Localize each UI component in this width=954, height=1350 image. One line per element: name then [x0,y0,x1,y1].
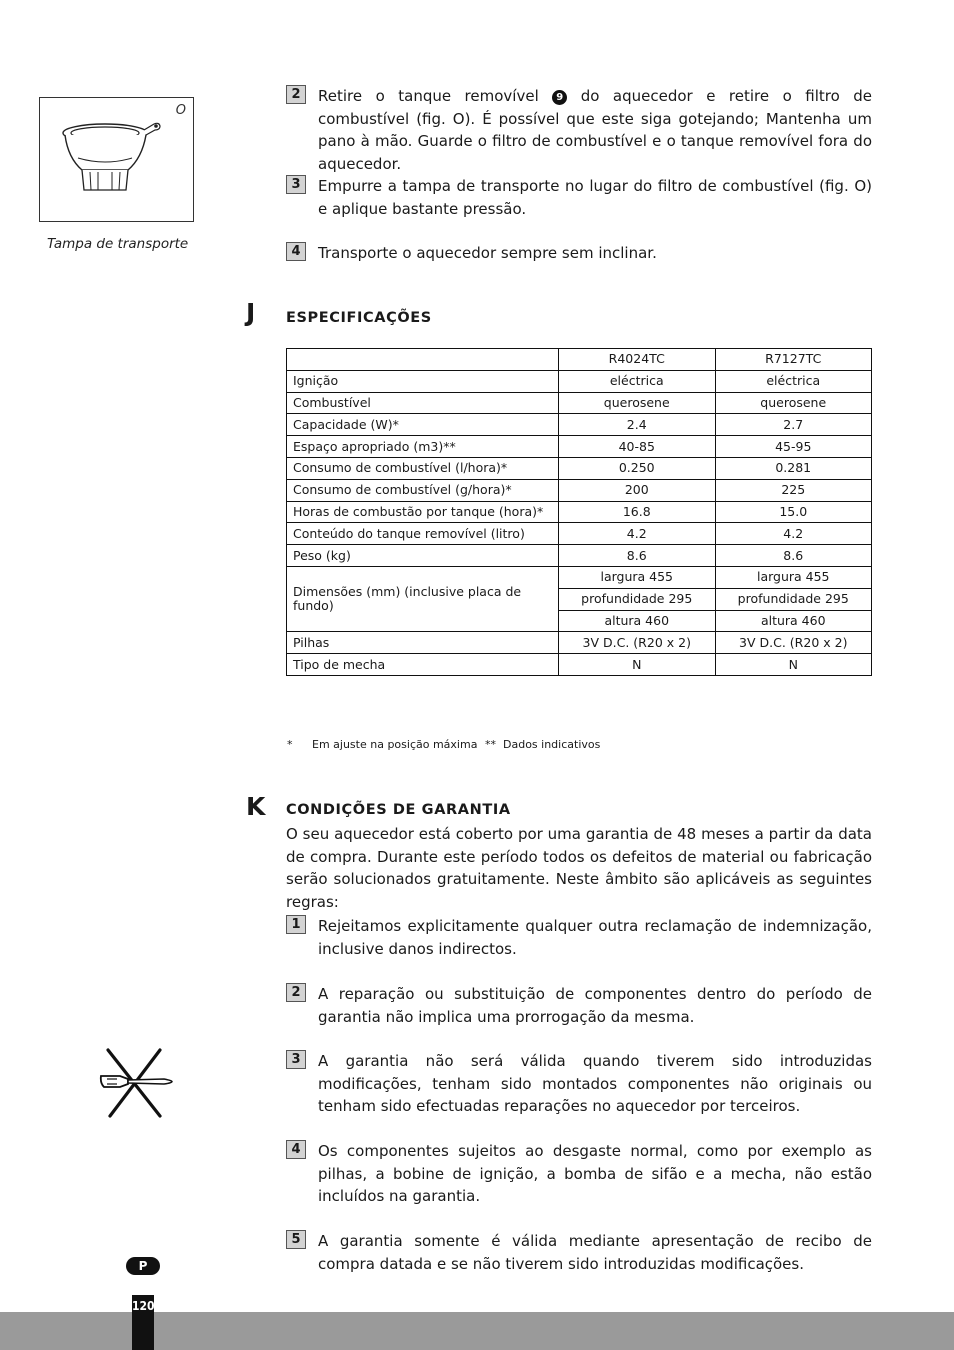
table-cell: Consumo de combustível (g/hora)* [287,479,559,501]
section-title-warranty: CONDIÇÕES DE GARANTIA [286,802,511,818]
specifications-table [286,348,872,676]
table-cell: querosene [559,392,716,414]
table-cell: N [559,654,716,676]
step-text: A garantia não será válida quando tiverem sido introduzidas modificações, tenham sido montados componentes não originais ou tenham sido efectuadas reparações no aquecedor por terceiros. [318,1052,872,1115]
step-number: 2 [286,983,306,1002]
table-cell: 40-85 [559,436,716,458]
table-cell: Dimensões (mm) (inclusive placa de fundo) [287,566,559,631]
step-text: Empurre a tampa de transporte no lugar do filtro de combustível (fig. O) e aplique bastante pressão. [318,177,872,218]
table-cell: N [715,654,872,676]
table-row [287,654,872,676]
table-cell: 16.8 [559,501,716,523]
table-cell: 2.7 [715,414,872,436]
table-cell: Pilhas [287,632,559,654]
transport-step-4 [286,242,872,265]
figure-caption: Tampa de transporte [47,236,189,252]
transport-cap-illustration [60,118,165,203]
step-text-part: do aquecedor e retire o filtro de combustível (fig. O). É possível que este siga gotejando; Mantenha um pano à mão. Guarde o filtro de combustível e o tanque removível fora do aquecedor. [318,87,872,173]
table-cell: 225 [715,479,872,501]
table-cell: Tipo de mecha [287,654,559,676]
table-cell: 45-95 [715,436,872,458]
no-screwdriver-icon [98,1046,176,1118]
table-row [287,501,872,523]
warranty-step-1 [286,915,872,960]
table-cell: largura 455 [715,566,872,588]
step-text: A reparação ou substituição de componentes dentro do período de garantia não implica uma prorrogação da mesma. [318,985,872,1026]
table-cell: querosene [715,392,872,414]
table-row [287,632,872,654]
table-cell: altura 460 [715,610,872,632]
table-cell: altura 460 [559,610,716,632]
table-header-cell: R4024TC [559,349,716,371]
step-text [318,85,872,175]
table-cell: 0.250 [559,457,716,479]
table-cell: largura 455 [559,566,716,588]
table-cell: Espaço apropriado (m3)** [287,436,559,458]
table-cell: eléctrica [559,370,716,392]
section-letter-k: K [246,792,266,821]
warranty-step-2 [286,983,872,1028]
table-cell: 200 [559,479,716,501]
table-cell: Capacidade (W)* [287,414,559,436]
figure-o [39,97,194,222]
step-number: 1 [286,915,306,934]
language-badge: P [126,1257,160,1275]
figure-letter: O [175,103,186,118]
step-number: 5 [286,1230,306,1249]
table-cell: profundidade 295 [559,588,716,610]
table-cell: 0.281 [715,457,872,479]
step-number: 4 [286,1140,306,1159]
footnote-text: Dados indicativos [503,738,601,751]
warranty-step-5 [286,1230,872,1275]
table-cell: 3V D.C. (R20 x 2) [559,632,716,654]
step-number: 3 [286,1050,306,1069]
warranty-intro: O seu aquecedor está coberto por uma garantia de 48 meses a partir da data de compra. Durante este período todos os defeitos de material ou fabricação serão solucionados gratuitamente. Neste âmbito são aplicáveis as seguintes regras: [286,825,872,911]
transport-step-2 [286,85,872,175]
table-cell: Horas de combustão por tanque (hora)* [287,501,559,523]
step-text: Rejeitamos explicitamente qualquer outra reclamação de indemnização, inclusive danos indirectos. [318,917,872,958]
table-row [287,523,872,545]
section-letter-j: J [246,298,256,327]
warranty-step-4 [286,1140,872,1208]
table-header-row [287,349,872,371]
table-cell: eléctrica [715,370,872,392]
table-row [287,566,872,588]
step-number: 4 [286,242,306,261]
table-cell: 8.6 [559,545,716,567]
table-cell: 15.0 [715,501,872,523]
table-cell: Consumo de combustível (l/hora)* [287,457,559,479]
table-row [287,479,872,501]
table-header-cell: R7127TC [715,349,872,371]
step-number: 2 [286,85,306,104]
table-cell: 3V D.C. (R20 x 2) [715,632,872,654]
table-cell: 2.4 [559,414,716,436]
table-row [287,545,872,567]
table-cell: Peso (kg) [287,545,559,567]
table-cell: 4.2 [559,523,716,545]
table-header-cell [287,349,559,371]
reference-number-badge: 9 [552,90,567,105]
page-number: 120 [132,1295,154,1350]
table-row [287,457,872,479]
table-row [287,436,872,458]
table-row [287,370,872,392]
step-text: A garantia somente é válida mediante apresentação de recibo de compra datada e se não tiverem sido introduzidas modificações. [318,1232,872,1273]
step-text: Os componentes sujeitos ao desgaste normal, como por exemplo as pilhas, a bobine de ignição, a bomba de sifão e a mecha, não estão incluídos na garantia. [318,1142,872,1205]
step-number: 3 [286,175,306,194]
section-title-specs: ESPECIFICAÇÕES [286,310,432,326]
table-cell: 8.6 [715,545,872,567]
footnote-mark: ** [485,738,496,751]
table-row [287,392,872,414]
transport-step-3 [286,175,872,220]
table-cell: Combustível [287,392,559,414]
table-cell: Ignição [287,370,559,392]
table-row [287,414,872,436]
footnote-mark: * [287,738,293,751]
warranty-step-3 [286,1050,872,1118]
step-text-part: Retire o tanque removível [318,87,539,105]
table-cell: Conteúdo do tanque removível (litro) [287,523,559,545]
step-text: Transporte o aquecedor sempre sem inclinar. [318,244,657,262]
table-cell: 4.2 [715,523,872,545]
footnote-text: Em ajuste na posição máxima [312,738,478,751]
table-cell: profundidade 295 [715,588,872,610]
